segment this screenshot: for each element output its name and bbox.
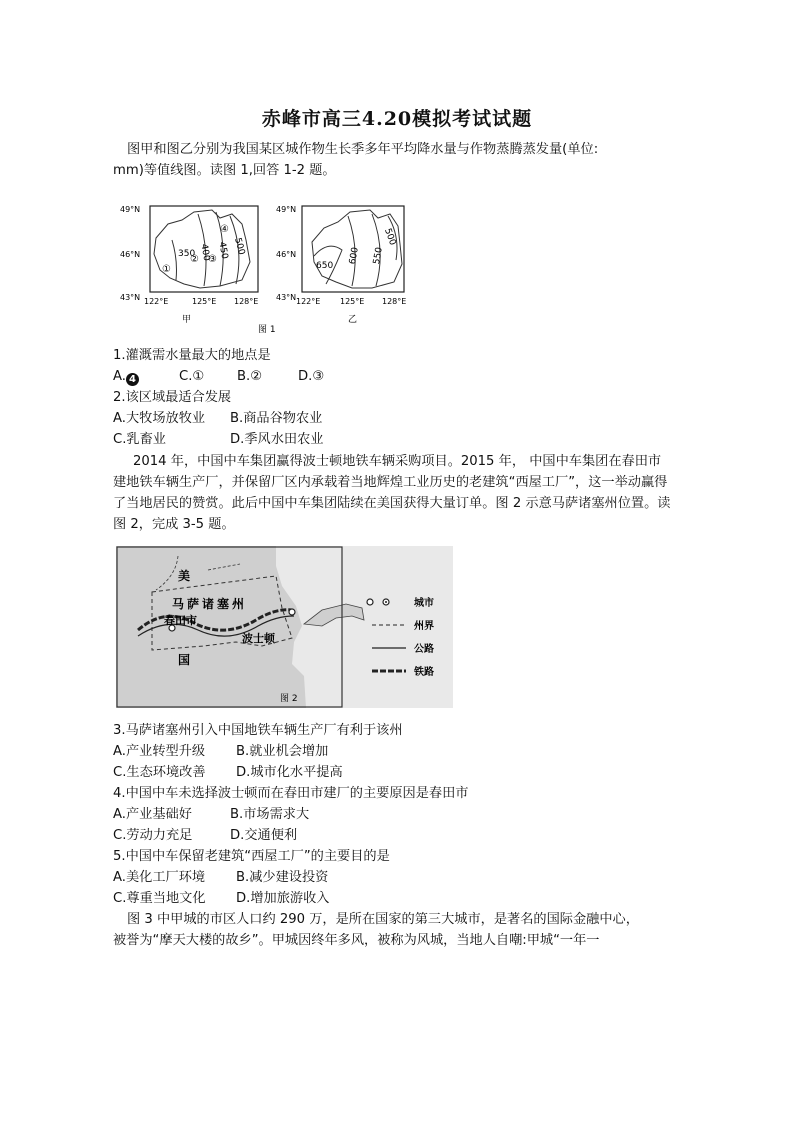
legend-city-icon — [367, 599, 373, 605]
map-a-contour-label: 350 — [178, 249, 196, 259]
q2-option-b: B.商品谷物农业 — [230, 411, 323, 426]
map-a-point: ① — [162, 264, 171, 275]
map-b-lat-label: 46°N — [276, 250, 297, 259]
figure-1 — [120, 200, 420, 340]
legend-highway: 公路 — [414, 644, 434, 655]
label-state: 马萨诸塞州 — [172, 597, 248, 611]
map-a-lon-label: 128°E — [234, 297, 259, 306]
label-guo: 国 — [178, 653, 191, 667]
q4-option-a: A.产业基础好 — [113, 807, 192, 822]
q1-option-a-prefix: A. — [113, 369, 126, 384]
map-a-contour-label: 500 — [232, 236, 247, 257]
intro-line-2: mm)等值线图。读图 1,回答 1-2 题。 — [113, 163, 336, 178]
figure-2-map — [116, 546, 453, 708]
q2-option-d: D.季风水田农业 — [230, 432, 324, 447]
map-a-point: ② — [190, 254, 199, 265]
map-b-label: 乙 — [348, 315, 358, 325]
q1-option-d: D.③ — [298, 369, 325, 384]
q2-stem: 2.该区域最适合发展 — [113, 390, 232, 405]
q4-option-b: B.市场需求大 — [230, 807, 310, 822]
passage-2: 2014 年，中国中车集团赢得波士顿地铁车辆采购项目。2015 年， 中国中车集团在春田市建地铁车辆生产厂，并保留厂区内承载着当地辉煌工业历史的老建筑“西屋工厂”，这一举动赢得了当地居民的赞赏。此后中国中车集团陆续在美国获得大量订单。图 2 示意马萨诸塞州位置。读图 2，完成 3-5 题。 — [113, 454, 671, 532]
q3-option-b: B.就业机会增加 — [236, 744, 329, 759]
q4-option-d: D.交通便利 — [230, 828, 298, 843]
q3-option-d: D.城市化水平提高 — [236, 765, 343, 780]
figure-2 — [116, 546, 453, 708]
q2-option-a: A.大牧场放牧业 — [113, 411, 206, 426]
q1-option-a-mark: 4 — [126, 373, 139, 386]
q1-option-a — [113, 367, 139, 387]
map-a-point: ④ — [220, 224, 229, 235]
legend-city: 城市 — [414, 598, 434, 609]
q5-option-b: B.减少建设投资 — [236, 870, 329, 885]
map-a-lat-label: 49°N — [120, 205, 141, 214]
map-b-lon-label: 125°E — [340, 297, 365, 306]
q4-stem: 4.中国中车未选择波士顿而在春田市建厂的主要原因是春田市 — [113, 786, 469, 801]
map-a-lat-label: 43°N — [120, 293, 141, 302]
label-springfield: 春田市 — [164, 614, 197, 627]
q1-options — [113, 367, 325, 387]
map-a-contour-label: 400 — [198, 243, 212, 262]
map-a-contour-label: 450 — [216, 241, 230, 260]
q5-option-d: D.增加旅游收入 — [236, 891, 330, 906]
city-boston-marker — [289, 609, 295, 615]
figure-1-caption: 图 1 — [258, 325, 276, 335]
map-a-lon-label: 125°E — [192, 297, 217, 306]
passage-3-line-2: 被誉为“摩天大楼的故乡”。甲城因终年多风，被称为风城，当地人自嘲:甲城“一年一 — [113, 933, 600, 948]
map-b-contour-label: 500 — [382, 227, 398, 247]
q1-option-b: B.② — [237, 369, 263, 384]
map-a-lat-label: 46°N — [120, 250, 141, 259]
label-boston: 波士顿 — [242, 632, 275, 645]
legend-railway: 铁路 — [414, 667, 434, 678]
figure-1-maps — [120, 200, 420, 340]
intro-line-1: 图甲和图乙分别为我国某区城作物生长季多年平均降水量与作物蒸腾蒸发量(单位: — [127, 142, 599, 157]
q1-stem: 1.灌溉需水量最大的地点是 — [113, 348, 271, 363]
q5-option-a: A.美化工厂环境 — [113, 870, 206, 885]
map-a-point: ③ — [208, 254, 217, 265]
q3-option-a: A.产业转型升级 — [113, 744, 206, 759]
q4-option-c: C.劳动力充足 — [113, 828, 193, 843]
map-b-lat-label: 49°N — [276, 205, 297, 214]
legend-city-icon — [385, 601, 387, 603]
q5-option-c: C.尊重当地文化 — [113, 891, 206, 906]
q3-option-c: C.生态环境改善 — [113, 765, 206, 780]
map-b-lon-label: 122°E — [296, 297, 321, 306]
legend-state-border: 州界 — [414, 621, 434, 632]
map-a-label: 甲 — [182, 315, 192, 325]
q1-option-c: C.① — [179, 369, 205, 384]
map-b-contour-label: 600 — [348, 246, 361, 266]
map-a-contour-350 — [172, 240, 177, 280]
map-b-contour-label: 650 — [316, 261, 334, 271]
label-mei: 美 — [178, 569, 191, 583]
page-title: 赤峰市高三4.20模拟考试试题 — [261, 108, 533, 130]
q3-stem: 3.马萨诸塞州引入中国地铁车辆生产厂有利于该州 — [113, 723, 403, 738]
map-a-lon-label: 122°E — [144, 297, 169, 306]
map-b-contour-label: 550 — [372, 246, 385, 266]
q5-stem: 5.中国中车保留老建筑“西屋工厂”的主要目的是 — [113, 849, 390, 864]
q2-option-c: C.乳畜业 — [113, 432, 166, 447]
map-b-lat-label: 43°N — [276, 293, 297, 302]
map-b-lon-label: 128°E — [382, 297, 407, 306]
figure-2-caption: 图 2 — [280, 694, 298, 704]
passage-3-line-1: 图 3 中甲城的市区人口约 290 万，是所在国家的第三大城市，是著名的国际金融中心， — [127, 912, 639, 927]
